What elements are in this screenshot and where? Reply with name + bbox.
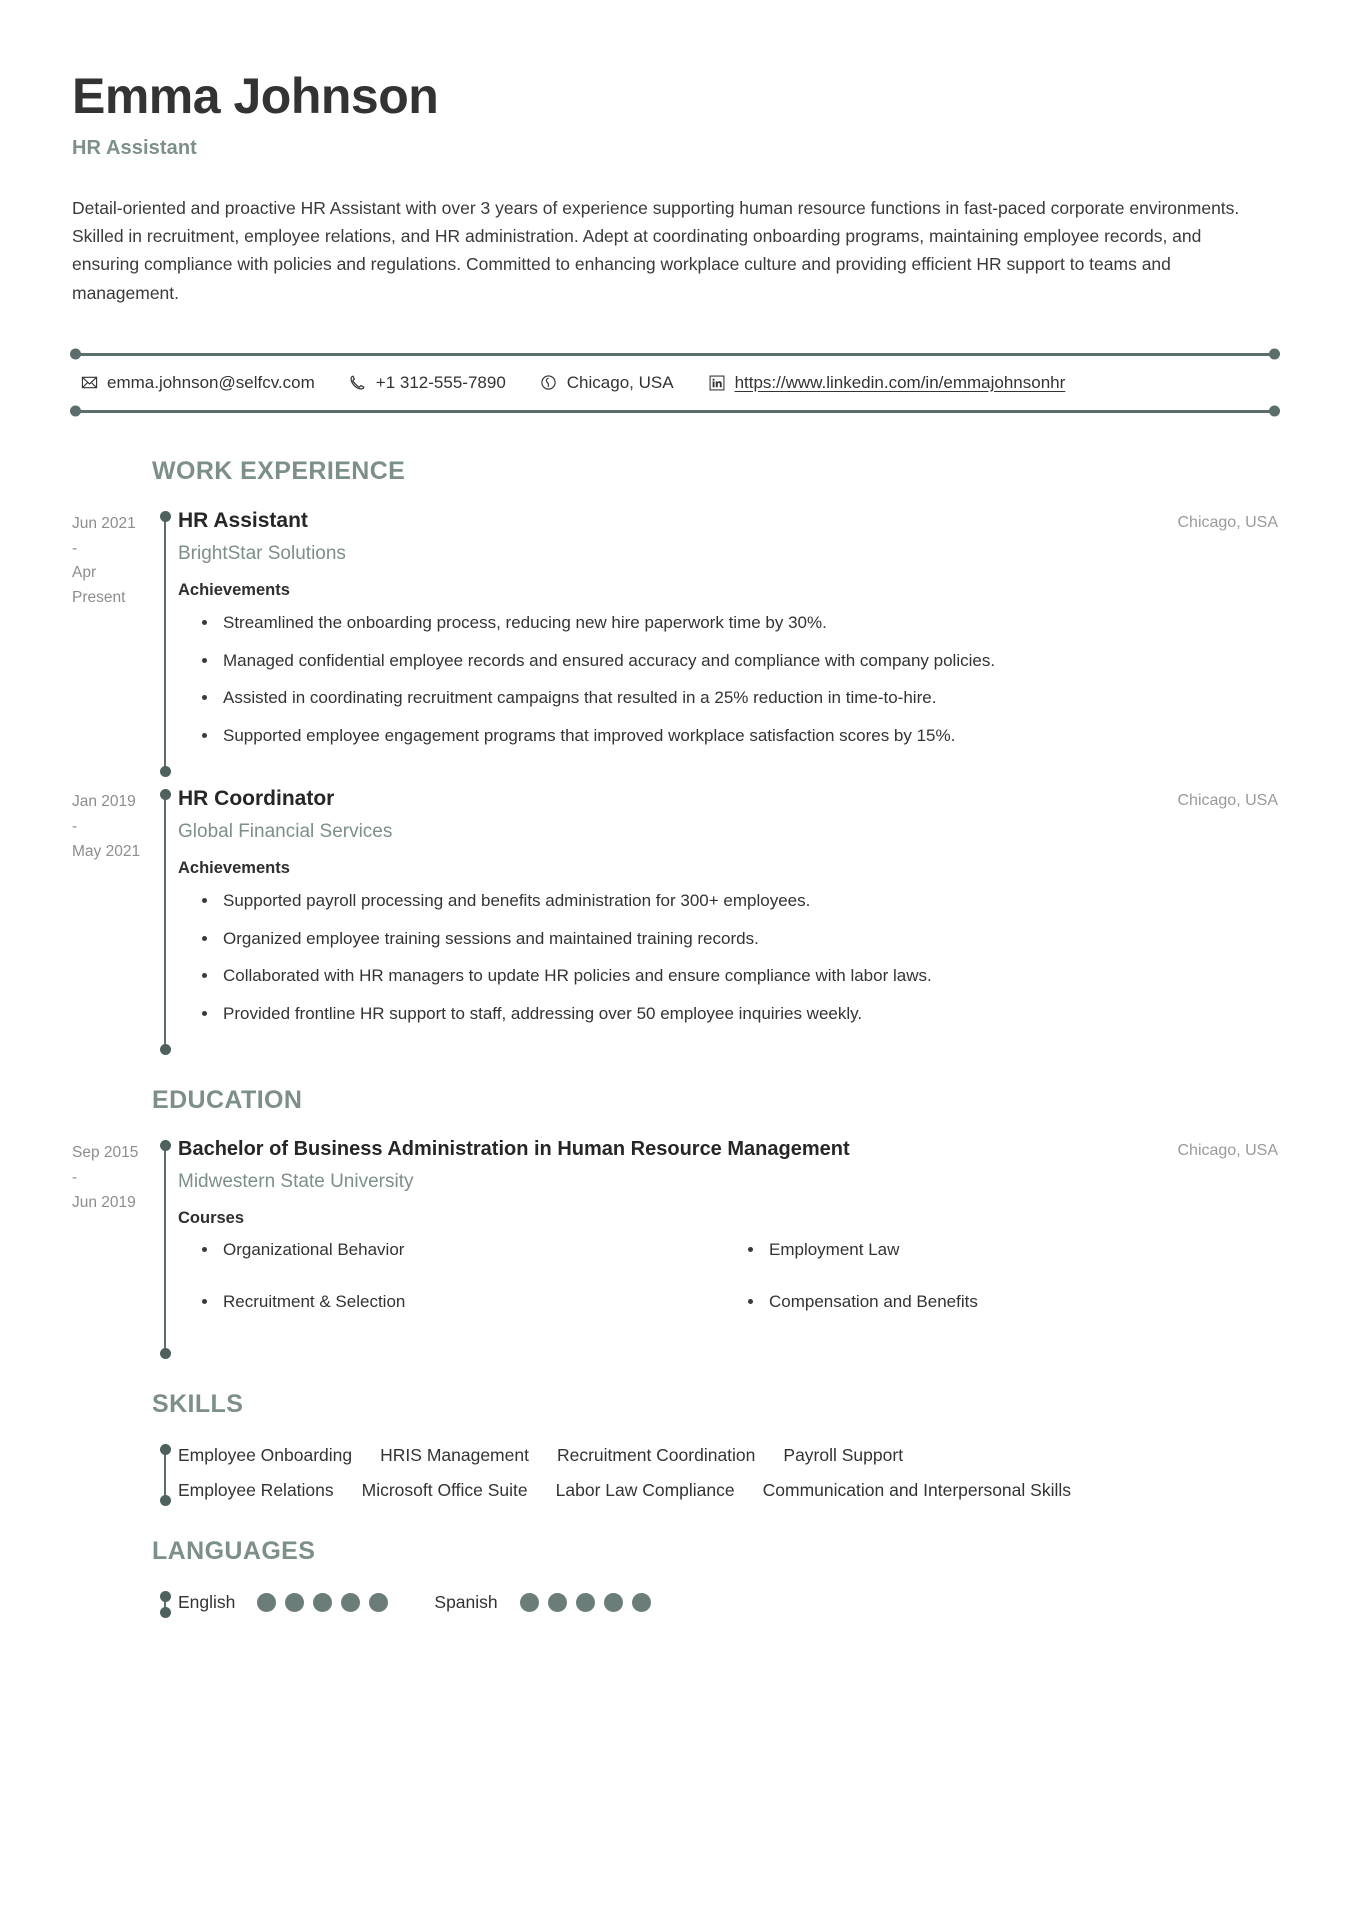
job-location: Chicago, USA xyxy=(1177,513,1278,531)
courses-list xyxy=(178,1238,1278,1342)
language-level-dots xyxy=(257,1593,388,1612)
timeline-marker xyxy=(154,1588,178,1619)
work-entry xyxy=(72,786,1278,1056)
date-end-2: Present xyxy=(72,589,126,607)
candidate-headline: HR Assistant xyxy=(72,136,197,159)
language-item xyxy=(178,1592,388,1613)
education-entry-body xyxy=(178,1137,1278,1360)
date-start: Sep 2015 xyxy=(72,1144,139,1162)
level-dot xyxy=(548,1593,567,1612)
work-entry xyxy=(72,508,1278,778)
contact-location xyxy=(540,373,674,393)
skills-list xyxy=(178,1445,1078,1501)
contact-linkedin-text[interactable]: https://www.linkedin.com/in/emmajohnsonhr xyxy=(734,372,1066,392)
job-title: HR Assistant xyxy=(178,508,308,532)
education-entry-dates xyxy=(72,1137,154,1360)
achievement-item: Supported employee engagement programs that improved workplace satisfaction scores by 15%. xyxy=(196,723,1278,749)
school-location: Chicago, USA xyxy=(1177,1142,1278,1160)
section-work-experience xyxy=(72,457,1278,1056)
timeline-dot-top xyxy=(160,789,171,800)
contact-rule-top xyxy=(72,353,1278,356)
timeline-dot-bottom xyxy=(160,1495,171,1506)
date-end-1: Apr xyxy=(72,564,97,582)
achievement-item: Provided frontline HR support to staff, addressing over 50 employee inquiries weekly. xyxy=(196,1001,1278,1027)
level-dot xyxy=(313,1593,332,1612)
professional-summary: Detail-oriented and proactive HR Assistant with over 3 years of experience supporting human resource functions in fast-paced corporate environments. Skilled in recruitment, employee relations, and HR administration. Adept at coordinating onboarding programs, maintaining employee records, and ensuring compliance with policies and regulations. Committed to enhancing workplace culture and providing efficient HR support to teams and management. xyxy=(72,197,1240,303)
contact-email[interactable] xyxy=(80,373,315,393)
company-name: Global Financial Services xyxy=(178,821,393,843)
date-end-1: May 2021 xyxy=(72,842,141,860)
timeline-dot-top xyxy=(160,1591,171,1602)
timeline-dot-top xyxy=(160,511,171,522)
skill-item: Labor Law Compliance xyxy=(555,1479,735,1500)
education-entry-head xyxy=(178,1137,1278,1171)
skill-item: Employee Relations xyxy=(178,1479,334,1500)
level-dot xyxy=(632,1593,651,1612)
contact-location-text: Chicago, USA xyxy=(566,372,674,392)
section-title-skills: SKILLS xyxy=(152,1389,244,1418)
timeline-line xyxy=(164,1449,166,1501)
skills-body xyxy=(178,1441,1278,1507)
timeline-dot-bottom xyxy=(160,1348,171,1359)
skill-item: Recruitment Coordination xyxy=(556,1444,756,1465)
level-dot xyxy=(285,1593,304,1612)
language-item xyxy=(434,1592,650,1613)
company-name: BrightStar Solutions xyxy=(178,543,346,565)
achievement-item: Organized employee training sessions and maintained training records. xyxy=(196,926,1278,952)
timeline-line xyxy=(164,516,166,772)
contact-email-text: emma.johnson@selfcv.com xyxy=(107,372,315,392)
linkedin-icon xyxy=(708,374,726,392)
language-level-dots xyxy=(520,1593,651,1612)
level-dot xyxy=(520,1593,539,1612)
achievements-label: Achievements xyxy=(178,581,290,600)
course-item: Compensation and Benefits xyxy=(742,1290,1278,1314)
achievement-item: Streamlined the onboarding process, reducing new hire paperwork time by 30%. xyxy=(196,610,1278,636)
date-end-1: Jun 2019 xyxy=(72,1193,136,1211)
achievement-item: Supported payroll processing and benefits administration for 300+ employees. xyxy=(196,888,1278,914)
section-languages xyxy=(72,1537,1278,1619)
section-skills xyxy=(72,1390,1278,1507)
contact-bar xyxy=(72,337,1278,427)
section-education xyxy=(72,1086,1278,1360)
contact-rule-bottom xyxy=(72,410,1278,413)
timeline-dot-top xyxy=(160,1444,171,1455)
section-title-work: WORK EXPERIENCE xyxy=(152,456,406,485)
skills-entry xyxy=(72,1441,1278,1507)
courses-label: Courses xyxy=(178,1209,245,1228)
contact-linkedin[interactable] xyxy=(708,373,1066,393)
achievements-label: Achievements xyxy=(178,859,290,878)
education-entry xyxy=(72,1137,1278,1360)
date-dash: - xyxy=(72,1169,78,1187)
achievement-item: Collaborated with HR managers to update HR policies and ensure compliance with labor laws. xyxy=(196,963,1278,989)
section-title-languages: LANGUAGES xyxy=(152,1536,316,1565)
course-item: Organizational Behavior xyxy=(196,1238,732,1262)
timeline-line xyxy=(164,1145,166,1354)
candidate-name: Emma Johnson xyxy=(72,68,439,124)
phone-icon xyxy=(349,374,367,392)
achievements-list xyxy=(178,888,1278,1026)
resume-header xyxy=(72,70,1278,307)
course-item: Employment Law xyxy=(742,1238,1278,1262)
timeline-marker xyxy=(154,786,178,1056)
work-entry-head xyxy=(178,508,1278,543)
work-entry-head xyxy=(178,786,1278,821)
contact-row xyxy=(72,356,1278,410)
job-location: Chicago, USA xyxy=(1177,792,1278,810)
timeline-dot-top xyxy=(160,1140,171,1151)
skill-item: Payroll Support xyxy=(783,1444,904,1465)
timeline-marker xyxy=(154,508,178,778)
language-name: Spanish xyxy=(434,1591,498,1612)
work-entry-body xyxy=(178,786,1278,1056)
date-dash: - xyxy=(72,539,78,557)
achievements-list xyxy=(178,610,1278,748)
achievement-item: Managed confidential employee records and ensured accuracy and compliance with company policies. xyxy=(196,648,1278,674)
level-dot xyxy=(257,1593,276,1612)
languages-entry xyxy=(72,1588,1278,1619)
date-start: Jun 2021 xyxy=(72,514,136,532)
level-dot xyxy=(341,1593,360,1612)
level-dot xyxy=(604,1593,623,1612)
location-pin-icon xyxy=(540,374,558,392)
skills-date-spacer xyxy=(72,1441,154,1507)
achievement-item: Assisted in coordinating recruitment campaigns that resulted in a 25% reduction in time-to-hire. xyxy=(196,685,1278,711)
timeline-marker xyxy=(154,1137,178,1360)
school-name: Midwestern State University xyxy=(178,1171,414,1193)
course-item: Recruitment & Selection xyxy=(196,1290,732,1314)
language-name: English xyxy=(178,1591,236,1612)
contact-phone[interactable] xyxy=(349,373,506,393)
degree-title: Bachelor of Business Administration in Human Resource Management xyxy=(178,1138,850,1161)
timeline-dot-bottom xyxy=(160,766,171,777)
skill-item: Microsoft Office Suite xyxy=(361,1479,528,1500)
contact-phone-text: +1 312-555-7890 xyxy=(375,372,506,392)
work-entry-body xyxy=(178,508,1278,778)
work-entry-dates xyxy=(72,786,154,1056)
job-title: HR Coordinator xyxy=(178,787,335,811)
timeline-line xyxy=(164,794,166,1050)
date-start: Jan 2019 xyxy=(72,793,136,811)
timeline-dot-bottom xyxy=(160,1044,171,1055)
skill-item: Employee Onboarding xyxy=(178,1444,353,1465)
timeline-marker xyxy=(154,1441,178,1507)
level-dot xyxy=(576,1593,595,1612)
level-dot xyxy=(369,1593,388,1612)
date-dash: - xyxy=(72,817,78,835)
section-title-education: EDUCATION xyxy=(152,1086,303,1115)
work-entry-dates xyxy=(72,508,154,778)
skill-item: Communication and Interpersonal Skills xyxy=(762,1479,1071,1500)
envelope-icon xyxy=(80,374,98,392)
timeline-dot-bottom xyxy=(160,1607,171,1618)
languages-list xyxy=(178,1588,1278,1619)
languages-date-spacer xyxy=(72,1588,154,1619)
skill-item: HRIS Management xyxy=(380,1444,529,1465)
